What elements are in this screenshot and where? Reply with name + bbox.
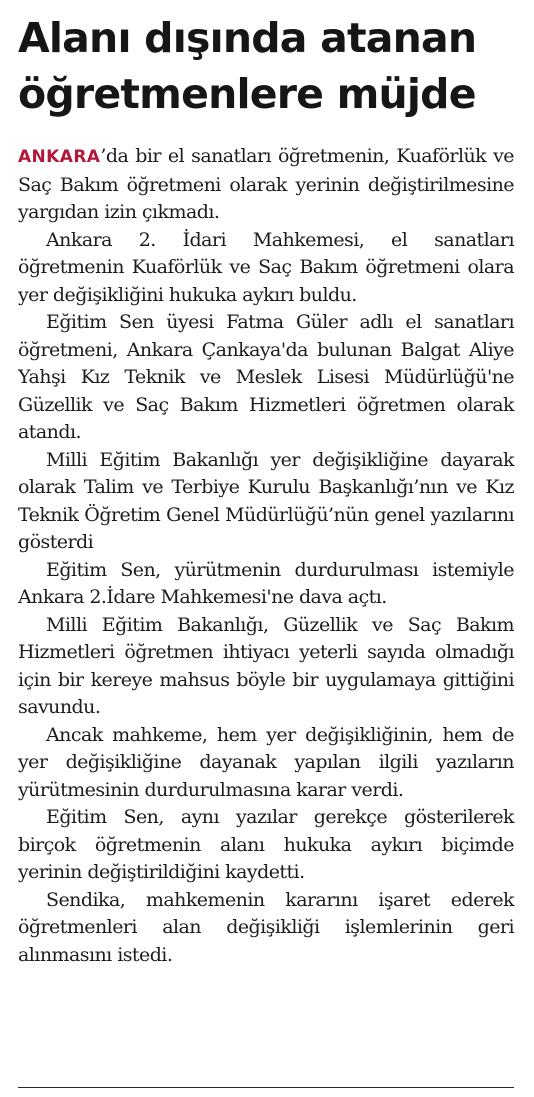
bottom-divider (18, 1087, 514, 1088)
headline-line-1: Alanı dışında atanan (18, 14, 477, 62)
article-paragraph: Ancak mahkeme, hem yer değişikliğinin, hem de yer değişikliğine dayanak yapılan ilgili yazıların yürütmesinin durdurulmasına karar verdi. (18, 723, 514, 801)
lead-paragraph (18, 143, 514, 227)
article-paragraph: Eğitim Sen, yürütmenin durdurulması istemiyle Ankara 2.İdare Mahkemesi'ne dava açtı. (18, 558, 514, 608)
dateline: ANKARA (18, 147, 101, 167)
article-paragraph: Sendika, mahkemenin kararını işaret ederek öğretmenleri alan değişikliği işlemlerinin geri alınmasını istedi. (18, 888, 514, 966)
article-paragraph: Ankara 2. İdari Mahkemesi, el sanatları öğretmenin Kuaförlük ve Saç Bakım öğretmeni olara yer değişikliğini hukuka aykırı buldu. (18, 228, 514, 306)
article-paragraph: Eğitim Sen, aynı yazılar gerekçe gösterilerek birçok öğretmenin alanı hukuka aykırı biçimde yerinin değiştirildiğini kaydetti. (18, 806, 514, 883)
headline-line-2: öğretmenlere müjde (18, 70, 476, 118)
article-paragraph: Eğitim Sen üyesi Fatma Güler adlı el sanatları öğretmeni, Ankara Çankaya'da bulunan Balgat Aliye Yahşi Kız Teknik ve Meslek Lisesi Müdürlüğü'ne Güzellik ve Saç Bakım Hizmetleri öğretmen olarak atandı. (18, 311, 514, 443)
headline (18, 10, 518, 122)
article-paragraph: Milli Eğitim Bakanlığı, Güzellik ve Saç Bakım Hizmetleri öğretmen ihtiyacı yeterli sayıda olmadığı için bir kereye mahsus böyle bir uygulamaya gittiğini savundu. (18, 613, 514, 718)
lead-text: ’da bir el sanatları öğretmenin, Kuaförlük ve Saç Bakım öğretmeni olarak yerinin değiştirilmesine yargıdan izin çıkmadı. (18, 145, 514, 223)
article-paragraph: Milli Eğitim Bakanlığı yer değişikliğine dayarak olarak Talim ve Terbiye Kurulu Başkanlığı’nın ve Kız Teknik Öğretim Genel Müdürlüğü’nün genel yazılarını gösterdi (18, 448, 514, 553)
article-body (18, 143, 514, 969)
